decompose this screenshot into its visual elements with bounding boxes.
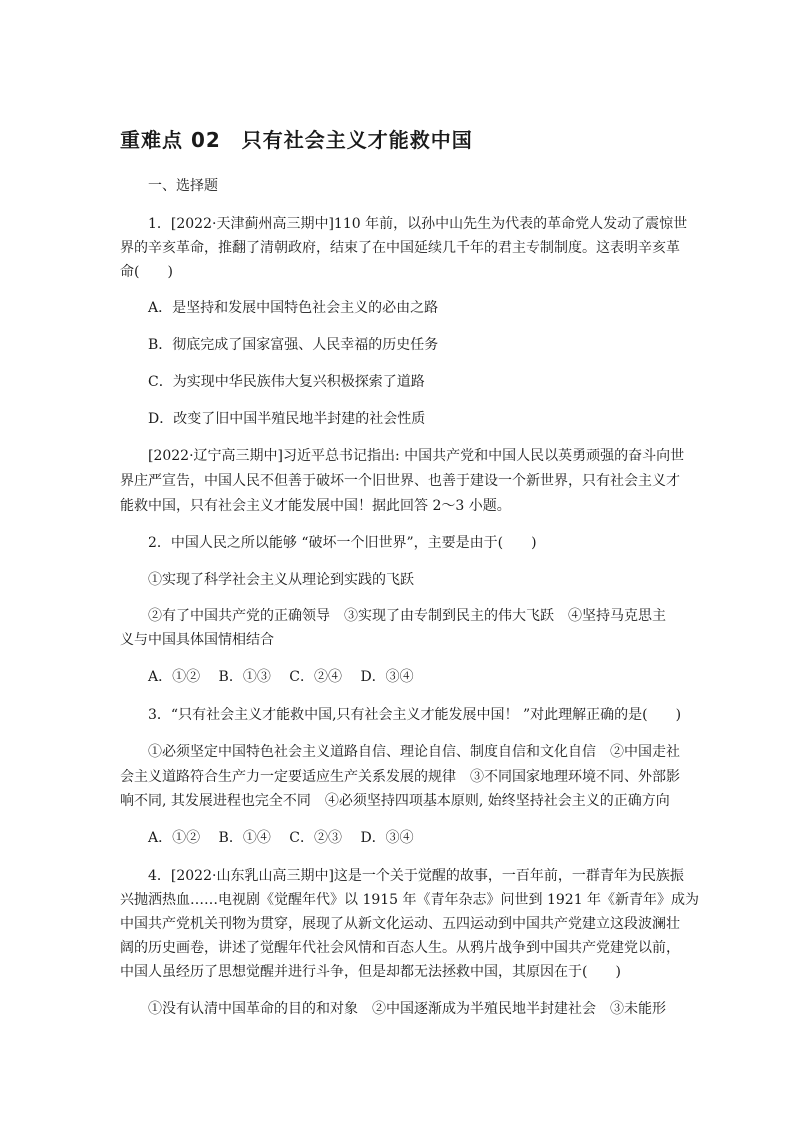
q4-stem-line-4: 阔的历史画卷，讲述了觉醒年代社会风情和百态人生。从鸦片战争到中国共产党建党以前，	[120, 940, 680, 956]
q3-items-line-3: 响不同, 其发展进程也完全不同 ④必须坚持四项基本原则, 始终坚持社会主义的正确方向	[120, 793, 670, 809]
q4-stem-line-2: 兴抛洒热血……电视剧《觉醒年代》以 1915 年《青年杂志》问世到 1921 年《新青年》成为	[120, 892, 700, 908]
material-line-1: [2022·辽宁高三期中]习近平总书记指出: 中国共产党和中国人民以英勇顽强的奋斗向世	[148, 448, 685, 464]
material-line-2: 界庄严宣告，中国人民不但善于破坏一个旧世界、也善于建设一个新世界，只有社会主义才	[120, 473, 680, 489]
q1-stem-line-1: 1．[2022·天津蓟州高三期中]110 年前，以孙中山先生为代表的革命党人发动了震惊世	[148, 216, 688, 232]
q1-stem-line-3: 命( )	[120, 264, 173, 280]
q1-stem-line-2: 界的辛亥革命，推翻了清朝政府，结束了在中国延续几千年的君主专制制度。这表明辛亥革	[120, 240, 680, 256]
q4-stem-line-1: 4．[2022·山东乳山高三期中]这是一个关于觉醒的故事，一百年前，一群青年为民族振	[148, 868, 684, 884]
q3-stem: 3．“只有社会主义才能救中国,只有社会主义才能发展中国！ ”对此理解正确的是( )	[148, 707, 682, 723]
q3-items-line-2: 会主义道路符合生产力一定要适应生产关系发展的规律 ③不同国家地理环境不同、外部影	[120, 769, 680, 785]
section-heading: 一、选择题	[148, 178, 218, 194]
q1-option-a: A．是坚持和发展中国特色社会主义的必由之路	[148, 300, 439, 316]
q4-stem-line-3: 中国共产党机关刊物为贯穿，展现了从新文化运动、五四运动到中国共产党建立这段波澜壮	[120, 916, 680, 932]
q2-items-line-1: ②有了中国共产党的正确领导 ③实现了由专制到民主的伟大飞跃 ④坚持马克思主	[148, 608, 666, 624]
q2-options: A．①② B．①③ C．②④ D．③④	[148, 669, 414, 685]
q4-stem-line-5: 中国人虽经历了思想觉醒并进行斗争，但是却都无法拯救中国，其原因在于( )	[120, 964, 621, 980]
q3-options: A．①② B．①④ C．②③ D．③④	[148, 830, 414, 846]
material-line-3: 能救中国，只有社会主义才能发展中国！据此回答 2～3 小题。	[120, 498, 511, 514]
q2-stem: 2．中国人民之所以能够 “破坏一个旧世界”，主要是由于( )	[148, 535, 537, 551]
q4-items-line-1: ①没有认清中国革命的目的和对象 ②中国逐渐成为半殖民地半封建社会 ③未能形	[148, 1001, 666, 1017]
q1-option-c: C．为实现中华民族伟大复兴积极探索了道路	[148, 374, 425, 390]
q2-items-line-2: 义与中国具体国情相结合	[120, 632, 274, 648]
q1-option-d: D．改变了旧中国半殖民地半封建的社会性质	[148, 411, 426, 427]
page-title: 重难点 02 只有社会主义才能救中国	[120, 128, 473, 152]
q3-items-line-1: ①必须坚定中国特色社会主义道路自信、理论自信、制度自信和文化自信 ②中国走社	[148, 744, 680, 760]
q1-option-b: B．彻底完成了国家富强、人民幸福的历史任务	[148, 337, 439, 353]
q2-item-1: ①实现了科学社会主义从理论到实践的飞跃	[148, 572, 414, 588]
